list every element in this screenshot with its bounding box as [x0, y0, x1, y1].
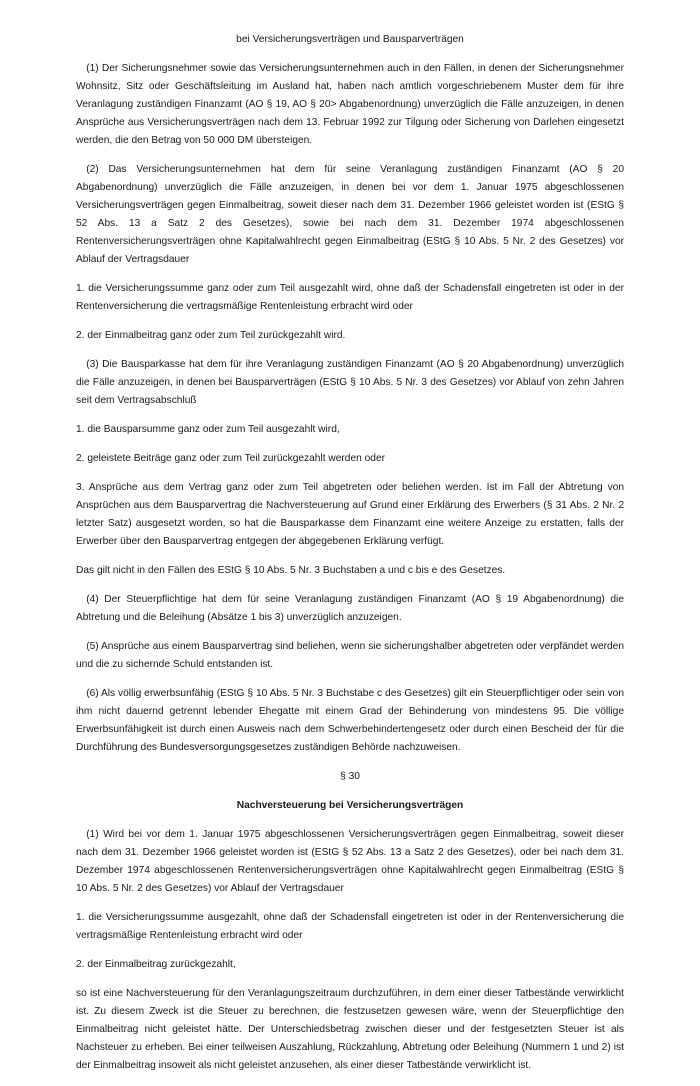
running-header: bei Versicherungsverträgen und Bausparverträgen — [236, 34, 464, 45]
paragraph: 1. die Versicherungssumme ausgezahlt, ohne daß der Schadensfall eingetreten ist oder in der Rentenversicherung die vertragsmäßige Rentenleistung erbracht wird oder — [76, 912, 624, 941]
paragraph: (6) Als völlig erwerbsunfähig (EStG § 10 Abs. 5 Nr. 3 Buchstabe c des Gesetzes) gilt ein Steuerpflichtiger oder sein von ihm nicht dauernd getrennt lebender Ehegatte mit einem Grad der Behinderung von mindestens 95. Die völlige Erwerbsunfähigkeit ist durch einen Ausweis nach dem Schwerbehindertengesetz oder durch einen Bescheid der für die Durchführung des Bundesversorgungsgesetzes zuständigen Behörde nachzuweisen. — [76, 688, 624, 753]
paragraph: 2. der Einmalbeitrag ganz oder zum Teil zurückgezahlt wird. — [76, 330, 346, 341]
paragraph: 1. die Versicherungssumme ganz oder zum Teil ausgezahlt wird, ohne daß der Schadensfall eingetreten ist oder in der Rentenversicherung die vertragsmäßige Rentenleistung erbracht wird oder — [76, 283, 624, 312]
paragraph: 2. geleistete Beiträge ganz oder zum Teil zurückgezahlt werden oder — [76, 453, 386, 464]
paragraph: (5) Ansprüche aus einem Bausparvertrag sind beliehen, wenn sie sicherungshalber abgetreten oder verpfändet werden und die zu sichernde Schuld entstanden ist. — [76, 641, 624, 670]
paragraph: 3. Ansprüche aus dem Vertrag ganz oder zum Teil abgetreten oder beliehen werden. Ist im Fall der Abtretung von Ansprüchen aus dem Bausparvertrag die Nachversteuerung auf Grund einer Erklärung des Erwerbers (§ 31 Abs. 2 Nr. 2 letzter Satz) ausgesetzt worden, so hat die Bausparkasse dem Finanzamt eine weitere Anzeige zu erstatten, falls der Erwerber über den Bausparvertrag entgegen der abgegebenen Erklärung verfügt. — [76, 482, 624, 547]
paragraph: (3) Die Bausparkasse hat dem für ihre Veranlagung zuständigen Finanzamt (AO § 20 Abgabenordnung) unverzüglich die Fälle anzuzeigen, in denen bei Bausparverträgen (EStG § 10 Abs. 5 Nr. 3 des Gesetzes) vor Ablauf von zehn Jahren seit dem Vertragsabschluß — [76, 359, 624, 406]
document-body — [76, 60, 624, 1086]
paragraph: (1) Wird bei vor dem 1. Januar 1975 abgeschlossenen Versicherungsverträgen gegen Einmalbeitrag, soweit dieser nach dem 31. Dezember 1966 geleistet worden ist (EStG § 52 Abs. 13 a Satz 2 des Gesetzes), oder bei nach dem 31. Dezember 1974 abgeschlossenen Rentenversicherungsverträgen ohne Kapitalwahlrecht gegen Einmalbeitrag (EStG § 10 Abs. 5 Nr. 2 des Gesetzes) vor Ablauf der Vertragsdauer — [76, 829, 624, 894]
paragraph: so ist eine Nachversteuerung für den Veranlagungszeitraum durchzuführen, in dem einer dieser Tatbestände verwirklicht ist. Zu diesem Zweck ist die Steuer zu berechnen, die festzusetzen gewesen wäre, wenn der Steuerpflichtige den Einmalbeitrag nicht geleistet hätte. Der Unterschiedsbetrag zwischen dieser und der festgesetzten Steuer ist als Nachsteuer zu erheben. Bei einer teilweisen Auszahlung, Rückzahlung, Abtretung oder Beleihung (Nummern 1 und 2) ist der Einmalbeitrag insoweit als nicht geleistet anzusehen, als einer dieser Tatbestände verwirklicht ist. — [76, 988, 624, 1071]
paragraph: (4) Der Steuerpflichtige hat dem für seine Veranlagung zuständigen Finanzamt (AO § 19 Abgabenordnung) die Abtretung und die Beleihung (Absätze 1 bis 3) unverzüglich anzuzeigen. — [76, 594, 624, 623]
paragraph: (2) Das Versicherungsunternehmen hat dem für seine Veranlagung zuständigen Finanzamt (AO § 20 Abgabenordnung) unverzüglich die Fälle anzuzeigen, in denen bei vor dem 1. Januar 1975 abgeschlossenen Versicherungsverträgen gegen Einmalbeitrag, soweit dieser nach dem 31. Dezember 1966 geleistet worden ist (EStG § 52 Abs. 13 a Satz 2 des Gesetzes), sowie bei nach dem 31. Dezember 1974 abgeschlossenen Rentenversicherungsverträgen ohne Kapitalwahlrecht gegen Einmalbeitrag (EStG § 10 Abs. 5 Nr. 2 des Gesetzes) vor Ablauf der Vertragsdauer — [76, 164, 624, 265]
section-title: Nachversteuerung bei Versicherungsverträgen — [236, 800, 464, 811]
paragraph: 1. die Bausparsumme ganz oder zum Teil ausgezahlt wird, — [76, 424, 340, 435]
section-number: § 30 — [340, 771, 360, 782]
paragraph: (1) Der Sicherungsnehmer sowie das Versicherungsunternehmen auch in den Fällen, in denen der Sicherungsnehmer Wohnsitz, Sitz oder Geschäftsleitung im Ausland hat, haben nach amtlich vorgeschriebenem Muster dem für ihre Veranlagung zuständigen Finanzamt (AO § 19, AO § 20> Abgabenordnung) unverzüglich die Fälle anzuzeigen, in denen Ansprüche aus Versicherungsverträgen nach dem 13. Februar 1992 zur Tilgung oder Sicherung von Darlehen eingesetzt werden, die den Betrag von 50 000 DM übersteigen. — [76, 63, 624, 146]
paragraph: 2. der Einmalbeitrag zurückgezahlt, — [76, 959, 236, 970]
paragraph: Das gilt nicht in den Fällen des EStG § 10 Abs. 5 Nr. 3 Buchstaben a und c bis e des Gesetzes. — [76, 565, 506, 576]
